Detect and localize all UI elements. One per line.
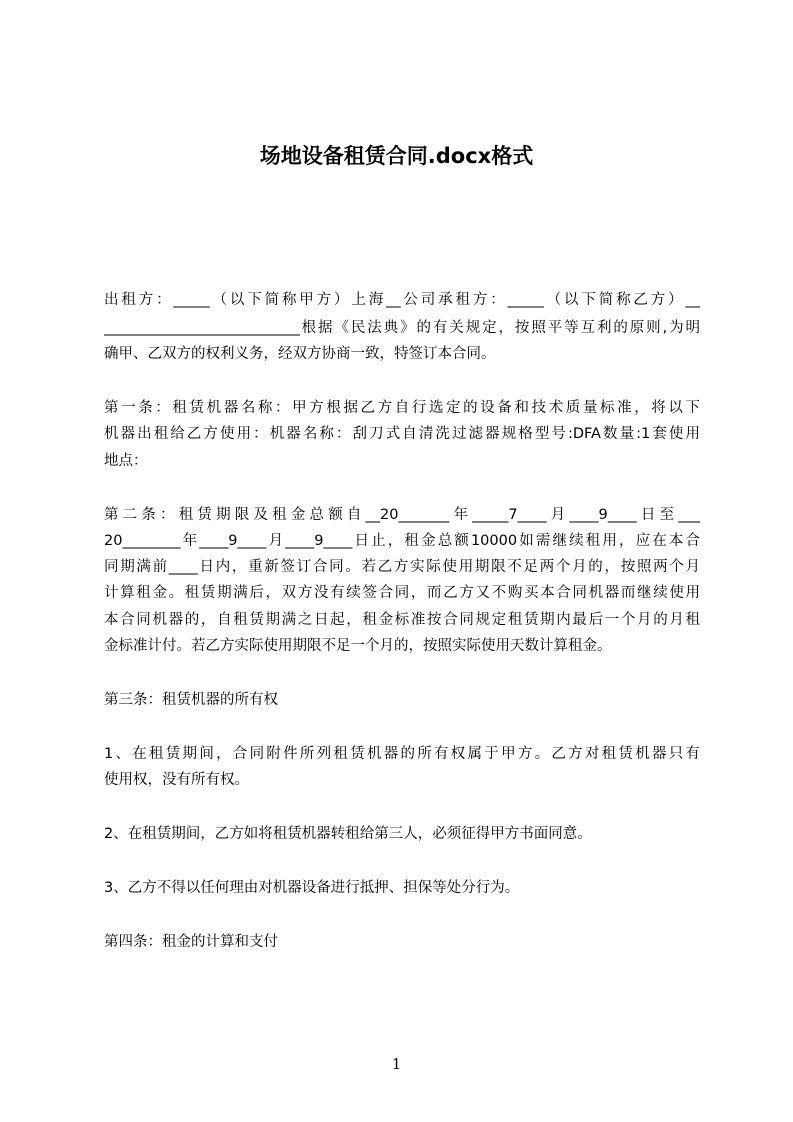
- text-line: 计算租金。租赁期满后，双方没有续签合同，而乙方又不购买本合同机器而继续使用: [104, 585, 700, 601]
- article-4-heading: 第四条：租金的计算和支付: [104, 934, 278, 950]
- article-3-item-3: 3、乙方不得以任何理由对机器设备进行抵押、担保等处分行为。: [104, 880, 520, 896]
- article-3-heading: 第三条：租赁机器的所有权: [104, 692, 278, 708]
- text-line: ___________________________根据《民法典》的有关规定，按照平等互利的原则,为明: [104, 320, 700, 336]
- text-line: 第二条：租赁期限及租金总额自__20_______年_____7____月____9____日至___: [104, 507, 700, 523]
- text-line: 使用权，没有所有权。: [104, 772, 249, 788]
- text-line: 地点：: [104, 453, 148, 469]
- text-line: 出租方：_____（以下简称甲方）上海__公司承租方：_____（以下简称乙方）__: [104, 292, 700, 308]
- text-line: 金标准计付。若乙方实际使用期限不足一个月的，按照实际使用天数计算租金。: [104, 638, 612, 654]
- text-line: 第一条：租赁机器名称：甲方根据乙方自行选定的设备和技术质量标准，将以下: [104, 400, 700, 416]
- text-line: 确甲、乙双方的权利义务，经双方协商一致，特签订本合同。: [104, 346, 496, 362]
- text-line: 同期满前____日内，重新签订合同。若乙方实际使用期限不足两个月的，按照两个月: [104, 559, 700, 575]
- text-line: 本合同机器的，自租赁期满之日起，租金标准按合同规定租赁期内最后一个月的月租: [104, 612, 700, 628]
- article-3-item-2: 2、在租赁期间，乙方如将租赁机器转租给第三人，必须征得甲方书面同意。: [104, 826, 592, 842]
- document-title: 场地设备租赁合同.docx格式: [259, 144, 534, 168]
- text-line: 机器出租给乙方使用：机器名称：刮刀式自清洗过滤器规格型号:DFA数量:1套使用: [104, 426, 700, 442]
- text-line: 1、在租赁期间，合同附件所列租赁机器的所有权属于甲方。乙方对租赁机器只有: [104, 746, 700, 762]
- text-line: 20________年____9____月____9____日止，租金总额10000如需继续租用，应在本合: [104, 533, 700, 549]
- page-number: 1: [391, 1055, 402, 1073]
